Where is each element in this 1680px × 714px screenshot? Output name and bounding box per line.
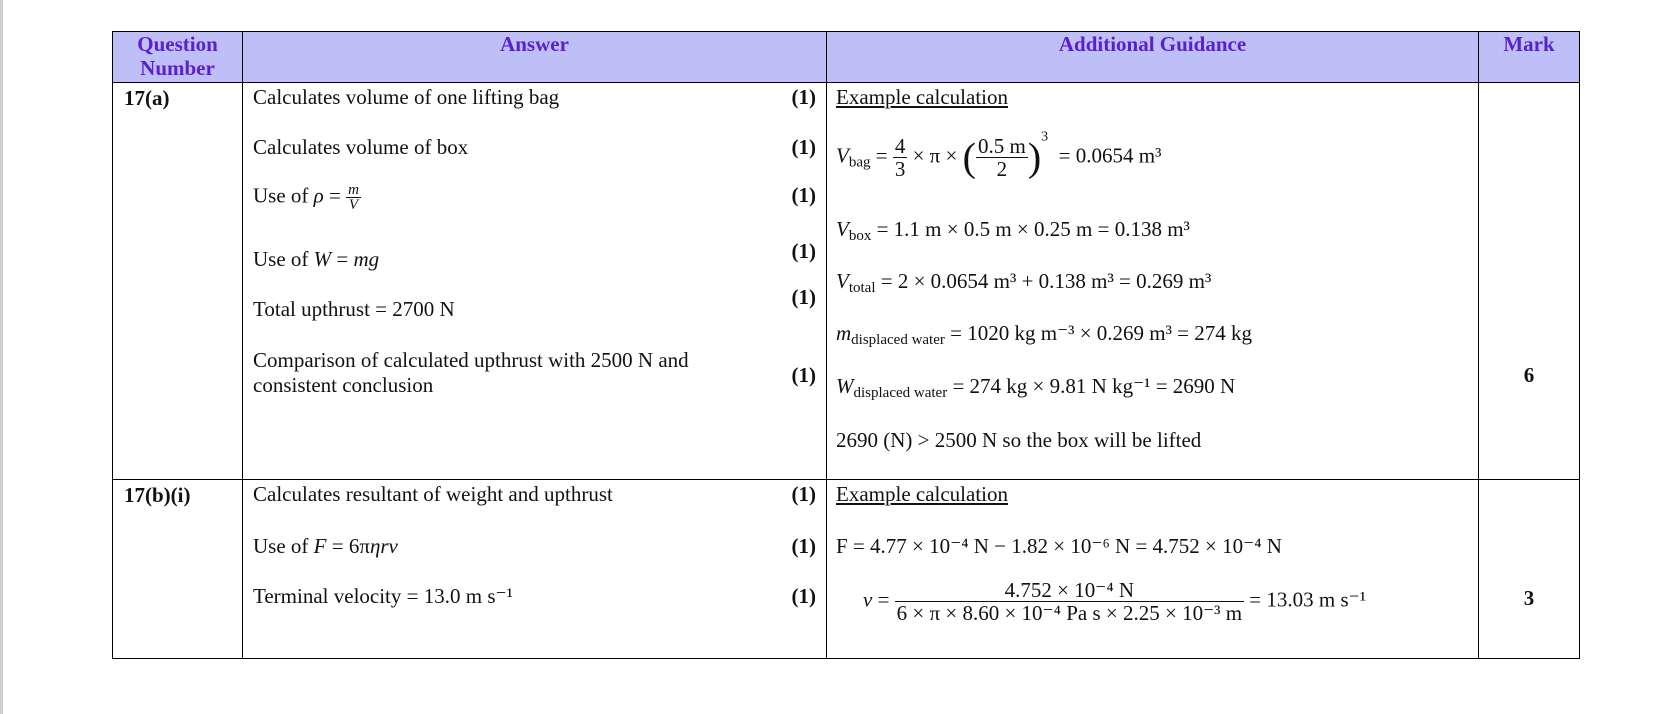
header-question-number: Question Number	[113, 32, 243, 83]
guidance-conclusion: 2690 (N) > 2500 N so the box will be lifted	[836, 428, 1202, 452]
mark-badge: (1)	[791, 285, 816, 309]
guidance-title: Example calculation	[836, 85, 1009, 109]
guidance-line-wdisp: $W_{displaced water} = 274$ kg × 9.81 N kg⁻¹ = 2690 N	[836, 374, 1236, 401]
table-row	[113, 83, 1580, 480]
guidance-cell	[827, 480, 1479, 659]
table-row	[113, 480, 1580, 659]
mark-badge: (1)	[791, 135, 816, 159]
mark-badge: (1)	[791, 534, 816, 558]
guidance-line-force: F = 4.77 × 10⁻⁴ N − 1.82 × 10⁻⁶ N = 4.752 × 10⁻⁴ N	[836, 534, 1282, 558]
answer-cell: Calculates volume of one lifting bag (1) Calculates volume of box (1) Use of ρ = $\frac{m}{V}$ (1) Use of W = mg (1) Total upthrust = 2700 N (1) Comparison of calculated upthrust with 2500 N and consistent conclusion (1)	[243, 83, 827, 480]
mark-total-cell	[1479, 480, 1580, 659]
header-answer: Answer	[243, 32, 827, 83]
mark-badge: (1)	[791, 239, 816, 263]
mark-badge: (1)	[791, 584, 816, 608]
guidance-cell	[827, 83, 1479, 480]
guidance-line-vtotal: $V_{total} = 2 \times 0.0654$ m³ + 0.138 m³ = 0.269 m³	[836, 269, 1212, 296]
guidance-line-vbag: $V_{bag}$ = $\frac{4}{3}$ × π × ( $\frac{0.5 m}{2}$ )$^3$ = 0.0654 m³	[836, 129, 1162, 181]
answer-cell: Calculates resultant of weight and upthrust (1) Use of F = 6πηrv (1) Terminal velocity = 13.0 m s⁻¹ (1)	[243, 480, 827, 659]
mark-badge: (1)	[791, 482, 816, 506]
guidance-line-vbox: $V_{box} = 1.1$ m × 0.5 m × 0.25 m = 0.138 m³	[836, 217, 1190, 244]
question-number: 17(a)	[113, 83, 243, 480]
window-left-edge	[0, 0, 3, 714]
guidance-line-velocity: v = $\frac{\text{4.752 × 10⁻⁴ N}}{\text{6 × π × 8.60 × 10⁻⁴ Pa s × 2.25 × 10⁻³ m}}$ = 13.03 m s⁻¹	[863, 578, 1367, 625]
mark-total-cell	[1479, 83, 1580, 480]
mark-badge: (1)	[791, 363, 816, 387]
mark-badge: (1)	[791, 183, 816, 207]
question-number: 17(b)(i)	[113, 480, 243, 659]
header-guidance: Additional Guidance	[827, 32, 1479, 83]
guidance-line-mdisp: $m_{displaced water} = 1020$ kg m⁻³ × 0.269 m³ = 274 kg	[836, 321, 1253, 348]
header-row	[113, 32, 1580, 83]
mark-scheme-table	[112, 31, 1580, 659]
mark-total: 6	[1523, 363, 1535, 387]
mark-total: 3	[1523, 586, 1535, 610]
header-mark: Mark	[1479, 32, 1580, 83]
mark-badge: (1)	[791, 85, 816, 109]
guidance-title: Example calculation	[836, 482, 1009, 506]
